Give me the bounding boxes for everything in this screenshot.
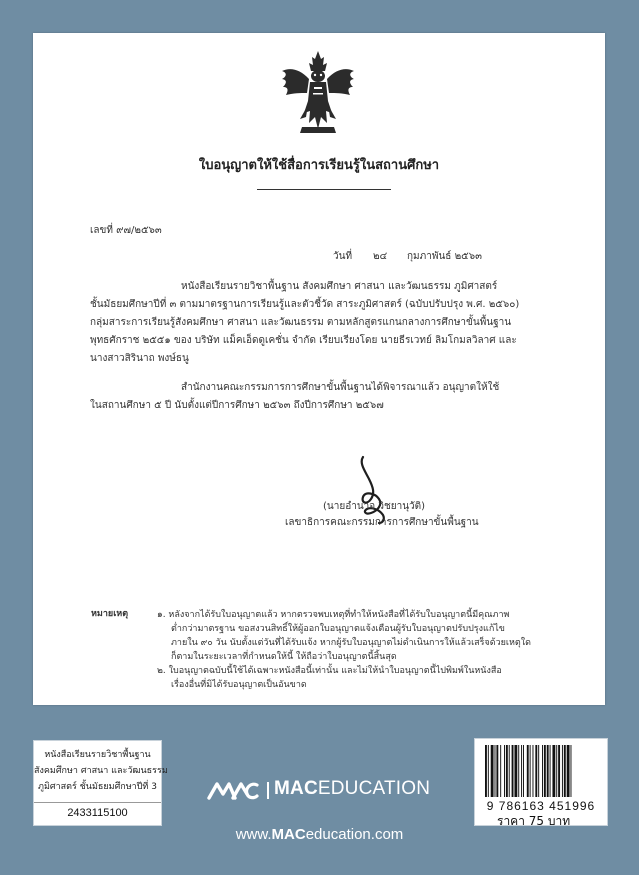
note-line: ภายใน ๙๐ วัน นับตั้งแต่วันที่ได้รับแจ้ง หากผู้รับใบอนุญาตไม่ดำเนินการให้แล้วเสร็จด้วยเหตุใด xyxy=(171,638,532,648)
info-line: หนังสือเรียนรายวิชาพื้นฐาน xyxy=(44,750,151,760)
approval-line: สำนักงานคณะกรรมการการศึกษาขั้นพื้นฐานได้พิจารณาแล้ว อนุญาตให้ใช้ xyxy=(181,382,500,393)
document-title: ใบอนุญาตให้ใช้สื่อการเรียนรู้ในสถานศึกษา xyxy=(198,158,440,173)
date-month-year: กุมภาพันธ์ ๒๕๖๓ xyxy=(407,251,482,262)
signer-name: (นายอำนาจ วิชยานุวัติ) xyxy=(323,501,426,512)
price-label: ราคา 75 บาท xyxy=(497,814,571,828)
product-code: 2433115100 xyxy=(67,807,128,819)
book-info-box xyxy=(33,740,168,826)
date-day: ๒๔ xyxy=(373,251,388,262)
note-line: ๒. ใบอนุญาตฉบับนี้ใช้ได้เฉพาะหนังสือนี้เท่านั้น และไม่ให้นำใบอนุญาตนี้ไปพิมพ์ในหนังสือ xyxy=(157,666,502,676)
title-underline xyxy=(257,189,391,190)
info-divider xyxy=(34,802,161,803)
license-number: เลขที่ ๙๗/๒๕๖๓ xyxy=(90,225,162,236)
license-document xyxy=(33,33,605,705)
barcode-box xyxy=(474,738,608,826)
note-line: ๑. หลังจากได้รับใบอนุญาตแล้ว หากตรวจพบเหตุที่ทำให้หนังสือที่ได้รับใบอนุญาตนี้มีคุณภาพ xyxy=(157,610,510,620)
body-line: หนังสือเรียนรายวิชาพื้นฐาน สังคมศึกษา ศาสนา และวัฒนธรรม ภูมิศาสตร์ xyxy=(181,281,498,292)
notes-label: หมายเหตุ xyxy=(91,609,129,619)
isbn-number: 9 786163 451996 xyxy=(486,799,596,813)
note-line: ก็ตามในระยะเวลาที่กำหนดให้นี้ ให้ถือว่าใบอนุญาตนี้สิ้นสุด xyxy=(171,652,397,662)
garuda-emblem-icon xyxy=(280,49,356,139)
approval-line: ในสถานศึกษา ๕ ปี นับตั้งแต่ปีการศึกษา ๒๕๖๓ ถึงปีการศึกษา ๒๕๖๗ xyxy=(90,400,384,411)
logo-divider xyxy=(267,782,269,799)
website-link[interactable]: www.MACeducation.com xyxy=(235,826,404,843)
info-line: ภูมิศาสตร์ ชั้นมัธยมศึกษาปีที่ 3 xyxy=(38,782,157,792)
signer-position: เลขาธิการคณะกรรมการการศึกษาขั้นพื้นฐาน xyxy=(285,517,479,528)
body-line: นางสาวสิรินาถ พงษ์ธนู xyxy=(90,353,189,364)
body-line: กลุ่มสาระการเรียนรู้สังคมศึกษา ศาสนา และวัฒนธรรม ตามหลักสูตรแกนกลางการศึกษาขั้นพื้นฐาน xyxy=(90,317,512,328)
note-line: ต่ำกว่ามาตรฐาน ขอสงวนสิทธิ์ให้ผู้ออกใบอนุญาตแจ้งเตือนผู้รับใบอนุญาตปรับปรุงแก้ไข xyxy=(171,624,505,634)
date-label: วันที่ xyxy=(333,251,353,262)
isbn-barcode-icon xyxy=(485,745,597,801)
brand-name: MACEDUCATION xyxy=(274,778,431,799)
mac-logo-icon xyxy=(207,780,259,800)
note-line: เรื่องอื่นที่มิได้รับอนุญาตเป็นอันขาด xyxy=(171,680,307,690)
body-line: ชั้นมัธยมศึกษาปีที่ ๓ ตามมาตรฐานการเรียนรู้และตัวชี้วัด สาระภูมิศาสตร์ (ฉบับปรับปรุง พ.ศ. ๒๕๖๐) xyxy=(90,299,520,310)
body-line: พุทธศักราช ๒๕๕๑ ของ บริษัท แม็คเอ็ดดูเคชั่น จำกัด เรียบเรียงโดย นายธีรเวทย์ ลิมโกมลวิลาศ และ xyxy=(90,335,517,346)
info-line: สังคมศึกษา ศาสนา และวัฒนธรรม xyxy=(34,766,168,776)
